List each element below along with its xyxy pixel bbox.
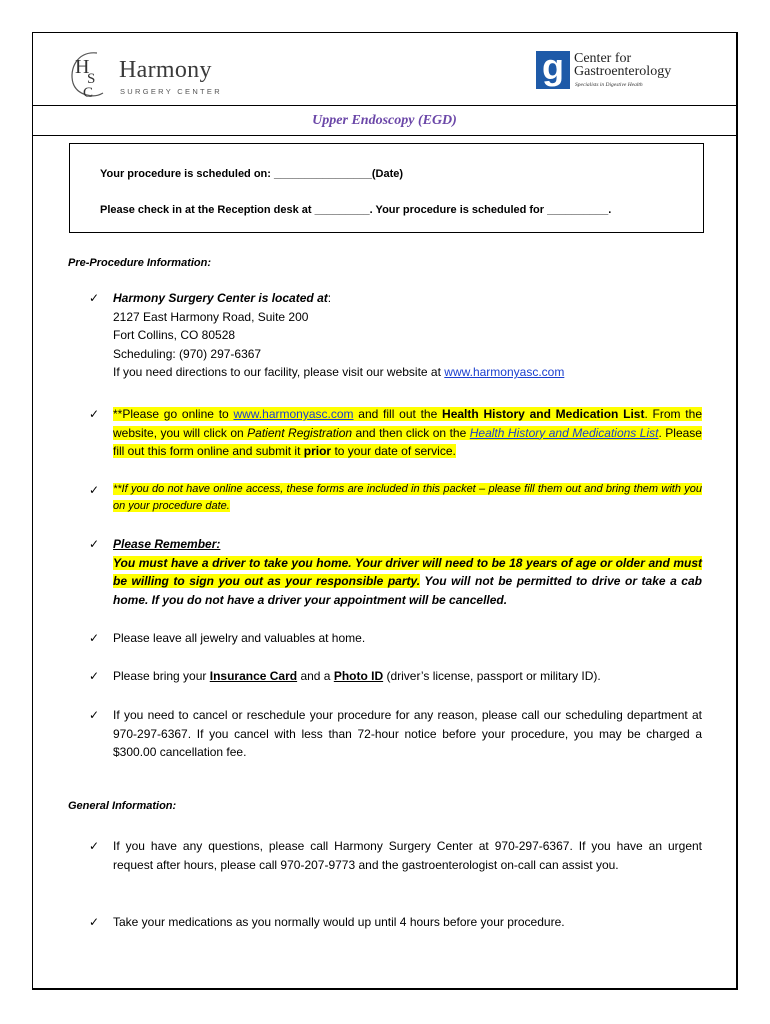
checkmark-icon: ✓	[89, 669, 100, 683]
checkmark-icon: ✓	[89, 483, 100, 497]
hsc-name: Harmony	[119, 57, 212, 83]
cancellation-bullet	[89, 706, 702, 762]
location-label: Harmony Surgery Center is located at	[113, 291, 328, 305]
questions-text: If you have any questions, please call Harmony Surgery Center at 970-297-6367. If you have an urgent request after hours, please call 970-207-9773 and the gastroenterologist on-call can assist you.	[113, 839, 702, 872]
website-link[interactable]: www.harmonyasc.com	[444, 365, 565, 379]
driver-requirement: You must have a driver to take you home. Your driver will need to be 18 years of age or older and must be willing to sign you out as your responsible party.	[113, 555, 702, 588]
address-line2: Fort Collins, CO 80528	[113, 328, 236, 342]
schedule-box	[69, 143, 704, 233]
medications-bullet	[89, 913, 702, 932]
scheduled-date-line: Your procedure is scheduled on: ________________(Date)	[100, 168, 404, 180]
general-information-heading: General Information:	[68, 800, 177, 812]
bring-id-bullet: ✓ Please bring your Insurance Card and a Photo ID (driver’s license, passport or military ID).	[89, 667, 702, 686]
title-divider	[33, 135, 736, 136]
pre-procedure-heading: Pre-Procedure Information:	[68, 257, 212, 269]
hsc-subtitle: SURGERY CENTER	[120, 87, 222, 96]
checkmark-icon: ✓	[89, 407, 100, 421]
page-frame	[32, 32, 738, 990]
scheduling-phone: Scheduling: (970) 297-6367	[113, 346, 262, 361]
header	[33, 33, 736, 105]
svg-text:C: C	[83, 85, 94, 99]
check-in-line: Please check in at the Reception desk at _________. Your procedure is scheduled for __________.	[100, 204, 612, 216]
hsc-monogram-icon	[67, 49, 117, 99]
cfg-name-line2: Gastroenterology	[574, 64, 672, 79]
checkmark-icon: ✓	[89, 839, 100, 853]
no-online-access-bullet	[89, 481, 702, 515]
questions-bullet	[89, 837, 702, 874]
no-access-text: **If you do not have online access, these forms are included in this packet – please fill them out and bring them with you on your procedure date.	[113, 483, 702, 512]
jewelry-bullet	[89, 629, 702, 648]
cancellation-text: If you need to cancel or reschedule your procedure for any reason, please call our scheduling department at 970-297-6367. If you cancel with less than 72-hour notice before your procedure, you may be charged a $300.00 cancellation fee.	[113, 708, 702, 759]
checkmark-icon: ✓	[89, 537, 100, 551]
please-remember-bullet	[89, 535, 702, 609]
center-for-gastroenterology-logo	[536, 46, 696, 93]
address-line1: 2127 East Harmony Road, Suite 200	[113, 309, 309, 324]
health-history-link[interactable]: Health History and Medications List	[469, 425, 659, 440]
photo-id-label: Photo ID	[333, 669, 384, 683]
checkmark-icon: ✓	[89, 291, 100, 305]
jewelry-text: Please leave all jewelry and valuables at home.	[113, 631, 366, 645]
directions-text: If you need directions to our facility, please visit our website at	[113, 365, 445, 379]
cfg-g-icon: g	[536, 51, 570, 89]
website-link-registration[interactable]: www.harmonyasc.com	[233, 407, 354, 421]
remember-heading: Please Remember:	[113, 537, 221, 551]
online-registration-bullet: ✓ **Please go online to www.harmonyasc.com and fill out the Health History and Medication List. From the website, you will click on Patient Registration and then click on the Health History and Medications List. Please fill out this form online and submit it prior to your date of service.	[89, 407, 702, 458]
checkmark-icon: ✓	[89, 915, 100, 929]
medications-text: Take your medications as you normally would up until 4 hours before your procedure.	[113, 915, 565, 929]
svg-text:H: H	[75, 56, 90, 78]
insurance-card-label: Insurance Card	[209, 669, 298, 683]
checkmark-icon: ✓	[89, 708, 100, 722]
harmony-surgery-center-logo	[67, 49, 247, 99]
location-bullet: ✓ Harmony Surgery Center is located at: 2127 East Harmony Road, Suite 200 Fort Collins, CO 80528 Scheduling: (970) 297-6367 If you need directions to our facility, please visit our website at www.harmonyasc.com	[89, 289, 702, 382]
cfg-name-line1: Center for	[574, 51, 632, 66]
driver-warning: You will not be permitted to drive or take a cab home. If you do not have a driver your appointment will be cancelled.	[113, 574, 702, 607]
svg-text:S: S	[87, 71, 96, 87]
checkmark-icon: ✓	[89, 631, 100, 645]
header-divider	[33, 105, 736, 106]
document-title: Upper Endoscopy (EGD)	[312, 113, 457, 128]
cfg-tagline: Specialists in Digestive Health	[575, 82, 643, 88]
